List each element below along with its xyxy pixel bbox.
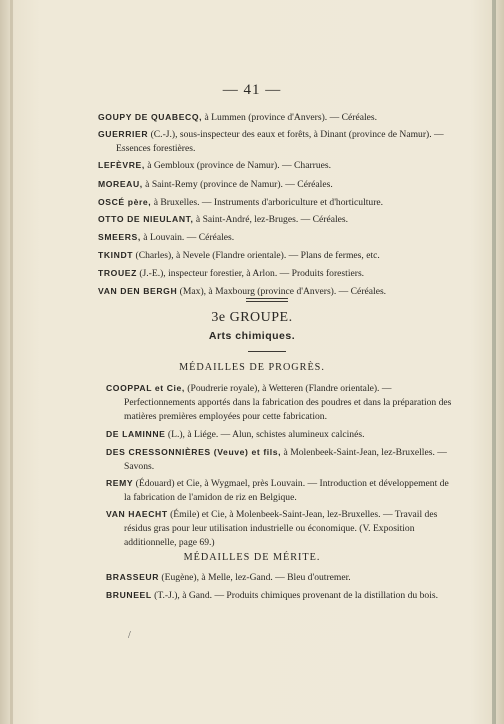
entry-goupy: GOUPY DE QUABECQ, à Lummen (province d'Anvers). — Céréales. [98, 112, 378, 123]
divider-rule-short [248, 351, 286, 352]
section-heading-merite: MÉDAILLES DE MÉRITE. [183, 552, 321, 563]
entry-moreau: MOREAU, à Saint-Remy (province de Namur). — Céréales. [98, 179, 333, 190]
entry-guerrier: GUERRIER (C.-J.), sous-inspecteur des eaux et forêts, à Dinant (province de Namur). — Essences forestières. [98, 129, 444, 154]
entry-tkindt: TKINDT (Charles), à Nevele (Flandre orientale). — Plans de fermes, etc. [98, 250, 380, 261]
entry-cooppal: COOPPAL et Cie, (Poudrerie royale), à Wetteren (Flandre orientale). — Perfectionnements apportés dans la fabrication des poudres et dans la préparation des matières premières employées pour cette fabrication. [106, 383, 452, 422]
entry-trouez: TROUEZ (J.-E.), inspecteur forestier, à Arlon. — Produits forestiers. [98, 268, 365, 279]
entry-smeers: SMEERS, à Louvain. — Céréales. [98, 232, 235, 243]
entry-de-laminne: DE LAMINNE (L.), à Liége. — Alun, schistes alumineux calcinés. [106, 429, 365, 440]
group-title: 3e GROUPE. [211, 310, 293, 325]
entry-otto: OTTO DE NIEULANT, à Saint-André, lez-Bruges. — Céréales. [98, 214, 349, 225]
entry-lefevre: LEFÈVRE, à Gembloux (province de Namur). — Charrues. [98, 160, 332, 171]
section-heading-progres: MÉDAILLES DE PROGRÈS. [179, 362, 325, 373]
entry-van-haecht: VAN HAECHT (Émile) et Cie, à Molenbeek-Saint-Jean, lez-Bruxelles. — Travail des résidus gras pour leur utilisation industrielle ou économique. (V. Exposition additionnelle, page 69.) [106, 509, 438, 548]
page-number: — 41 — [222, 82, 282, 98]
entry-des-cressonnieres: DES CRESSONNIÈRES (Veuve) et fils, à Molenbeek-Saint-Jean, lez-Bruxelles. — Savons. [106, 447, 447, 472]
divider-rule-top [246, 298, 288, 299]
entry-van-den-bergh: VAN DEN BERGH (Max), à Maxbourg (province d'Anvers). — Céréales. [98, 286, 387, 297]
entry-brasseur: BRASSEUR (Eugène), à Melle, lez-Gand. — Bleu d'outremer. [106, 572, 351, 583]
group-subtitle: Arts chimiques. [208, 330, 296, 342]
entry-osce: OSCÉ père, à Bruxelles. — Instruments d'arboriculture et d'horticulture. [98, 197, 384, 208]
entry-bruneel: BRUNEEL (T.-J.), à Gand. — Produits chimiques provenant de la distillation du bois. [106, 590, 439, 601]
margin-mark: / [128, 630, 131, 641]
entry-remy: REMY (Édouard) et Cie, à Wygmael, près Louvain. — Introduction et développement de la fabrication de l'amidon de riz en Belgique. [106, 478, 449, 503]
divider-rule-bottom [246, 301, 288, 302]
